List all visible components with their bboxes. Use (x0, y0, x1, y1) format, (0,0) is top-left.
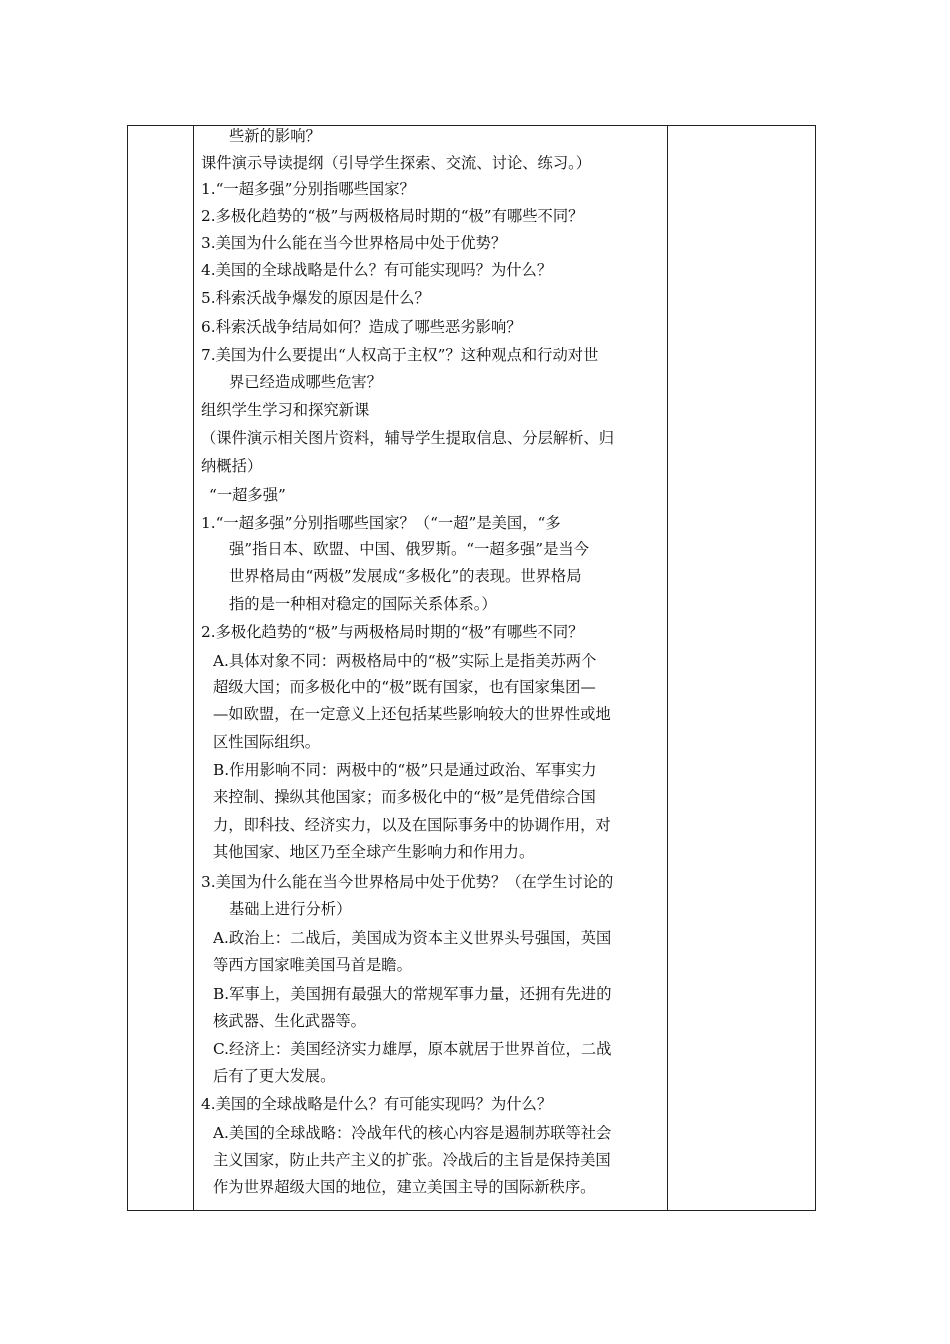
text-line: 核武器、生化武器等。 (213, 1012, 366, 1030)
text-line: 主义国家，防止共产主义的扩张。冷战后的主旨是保持美国 (213, 1151, 611, 1169)
column-divider-left (193, 126, 194, 1210)
text-line: 4.美国的全球战略是什么？有可能实现吗？为什么？ (201, 1095, 553, 1113)
text-line: 1.“一超多强”分别指哪些国家？ (201, 180, 415, 198)
text-line: 5.科索沃战争爆发的原因是什么？ (201, 289, 430, 307)
text-line: 界已经造成哪些危害？ (229, 373, 382, 391)
text-line: 3.美国为什么能在当今世界格局中处于优势？ (201, 234, 507, 252)
text-line: 等西方国家唯美国马首是瞻。 (213, 956, 412, 974)
text-line: 区性国际组织。 (213, 733, 321, 751)
text-line: 力，即科技、经济实力，以及在国际事务中的协调作用，对 (213, 816, 611, 834)
text-line: 强”指日本、欧盟、中国、俄罗斯。“一超多强”是当今 (229, 540, 589, 558)
text-line: A.具体对象不同：两极格局中的“极”实际上是指美苏两个 (213, 652, 597, 670)
text-line: 2.多极化趋势的“极”与两极格局时期的“极”有哪些不同？ (201, 623, 584, 641)
text-line: 作为世界超级大国的地位，建立美国主导的国际新秩序。 (213, 1178, 596, 1196)
column-divider-right (667, 126, 668, 1210)
text-line: 2.多极化趋势的“极”与两极格局时期的“极”有哪些不同？ (201, 207, 584, 225)
text-line: 些新的影响？ (229, 127, 321, 145)
text-line: （课件演示相关图片资料，辅导学生提取信息、分层解析、归 (201, 429, 615, 447)
text-line: 1.“一超多强”分别指哪些国家？（“一超”是美国，“多 (201, 514, 561, 532)
text-line: 纳概括） (201, 457, 263, 475)
text-line: 基础上进行分析） (229, 900, 352, 918)
text-line: 世界格局由“两极”发展成“多极化”的表现。世界格局 (229, 567, 582, 585)
text-line: 后有了更大发展。 (213, 1067, 336, 1085)
text-line: 其他国家、地区乃至全球产生影响力和作用力。 (213, 843, 535, 861)
text-line: “一超多强” (209, 486, 286, 504)
text-line: 组织学生学习和探究新课 (201, 401, 370, 419)
text-line: 7.美国为什么要提出“人权高于主权”？这种观点和行动对世 (201, 346, 599, 364)
text-line: 指的是一种相对稳定的国际关系体系。） (229, 595, 497, 613)
text-line: A.政治上：二战后，美国成为资本主义世界头号强国，英国 (213, 929, 612, 947)
text-line: 4.美国的全球战略是什么？有可能实现吗？为什么？ (201, 261, 553, 279)
document-table (127, 125, 816, 1211)
text-line: 来控制、操纵其他国家；而多极化中的“极”是凭借综合国 (213, 788, 596, 806)
text-line: 3.美国为什么能在当今世界格局中处于优势？（在学生讨论的 (201, 873, 614, 891)
text-line: A.美国的全球战略：冷战年代的核心内容是遏制苏联等社会 (213, 1124, 612, 1142)
text-line: B.军事上，美国拥有最强大的常规军事力量，还拥有先进的 (213, 985, 612, 1003)
text-line: C.经济上：美国经济实力雄厚，原本就居于世界首位，二战 (213, 1040, 612, 1058)
text-line: B.作用影响不同：两极中的“极”只是通过政治、军事实力 (213, 761, 597, 779)
text-line: 6.科索沃战争结局如何？造成了哪些恶劣影响？ (201, 318, 522, 336)
text-line: —如欧盟，在一定意义上还包括某些影响较大的世界性或地 (213, 705, 611, 723)
text-line: 课件演示导读提纲（引导学生探索、交流、讨论、练习。） (201, 154, 592, 172)
text-line: 超级大国；而多极化中的“极”既有国家，也有国家集团— (213, 678, 596, 696)
